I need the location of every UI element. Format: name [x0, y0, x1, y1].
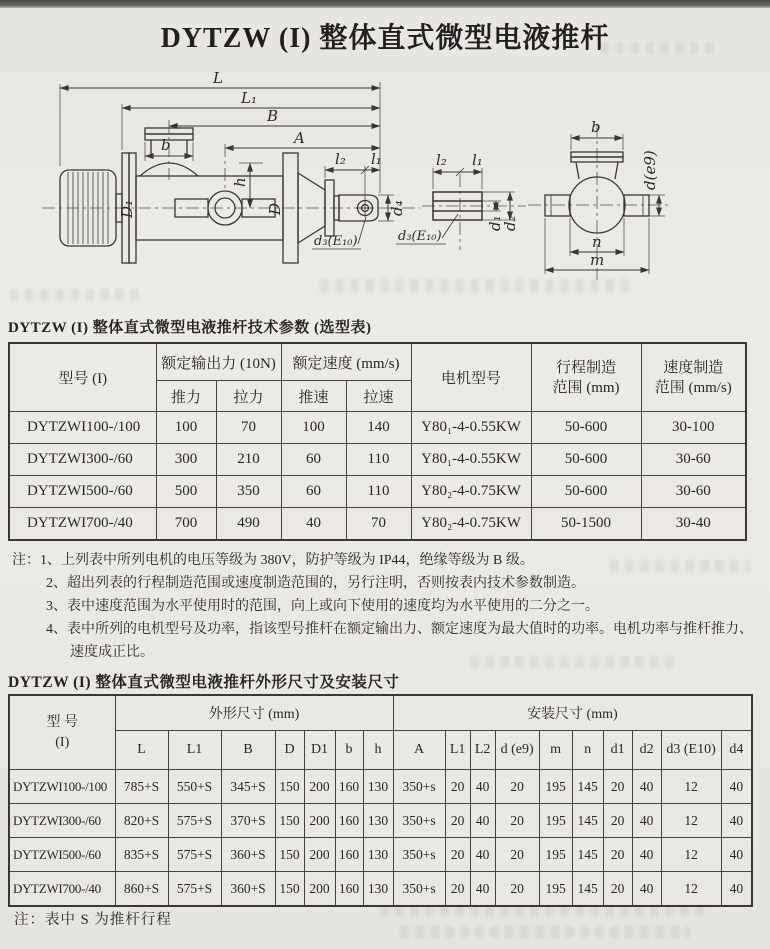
col-header-b: b — [335, 731, 363, 770]
model-cell: DYTZWI300-/60 — [9, 444, 156, 476]
header-row-1 — [9, 343, 746, 381]
value-cell: 150 — [275, 872, 304, 907]
dim-label-l2-main: l₂ — [335, 150, 346, 168]
dim-label-L1: L₁ — [241, 89, 257, 107]
value-cell: 20 — [603, 872, 632, 907]
col-header-L: L — [115, 731, 168, 770]
value-cell: 50-600 — [531, 444, 641, 476]
table-row — [9, 476, 746, 508]
dim-label-D: D — [266, 202, 284, 215]
model-cell: DYTZWI700-/40 — [9, 872, 115, 907]
value-cell: 40 — [281, 508, 346, 541]
col-header-d3-E10: d3 (E10) — [661, 731, 721, 770]
value-cell: 145 — [572, 804, 603, 838]
model-header-line1: 型 号 — [46, 714, 78, 730]
value-cell: 130 — [363, 838, 393, 872]
value-cell: 40 — [470, 838, 495, 872]
value-cell: 345+S — [221, 770, 275, 804]
dim-label-l2-fork: l₂ — [436, 151, 447, 169]
col-header-speed-group: 额定速度 (mm/s) — [281, 343, 411, 381]
bleedthrough-smudge — [400, 926, 690, 938]
col-header-motor: 电机型号 — [411, 343, 531, 412]
value-cell: 160 — [335, 770, 363, 804]
col-header-n: n — [572, 731, 603, 770]
dim-label-d4: d₄ — [388, 200, 406, 216]
dimensions-table-body — [9, 770, 752, 907]
scan-edge — [0, 0, 770, 8]
value-cell: 550+S — [168, 770, 221, 804]
value-cell: 100 — [281, 412, 346, 444]
stroke-note: 注：表中 S 为推杆行程 — [14, 912, 172, 928]
stroke-range-line1: 行程制造 — [556, 359, 617, 376]
dim-label-d3-main: d₃(E₁₀) — [314, 234, 358, 249]
value-cell: 40 — [632, 872, 661, 907]
table-row — [9, 770, 752, 804]
col-group-install: 安装尺寸 (mm) — [393, 695, 752, 731]
value-cell: 40 — [632, 804, 661, 838]
value-cell: Y80₂-4-0.75KW — [411, 508, 531, 541]
value-cell: 200 — [304, 770, 335, 804]
value-cell: 195 — [539, 770, 572, 804]
value-cell: 575+S — [168, 804, 221, 838]
model-cell: DYTZWI100-/100 — [9, 770, 115, 804]
value-cell: 820+S — [115, 804, 168, 838]
dim-label-h: h — [231, 177, 249, 187]
value-cell: 60 — [281, 476, 346, 508]
rod-end — [339, 195, 378, 221]
value-cell: 50-600 — [531, 476, 641, 508]
value-cell: 40 — [632, 770, 661, 804]
value-cell: 350 — [216, 476, 281, 508]
value-cell: 150 — [275, 804, 304, 838]
col-header-B: B — [221, 731, 275, 770]
model-header-line2: (I) — [55, 734, 70, 750]
value-cell: 20 — [603, 804, 632, 838]
value-cell: 20 — [603, 838, 632, 872]
value-cell: 110 — [346, 444, 411, 476]
page-title: DYTZW (I) 整体直式微型电液推杆 — [160, 23, 610, 54]
dim-label-n: n — [592, 233, 602, 251]
value-cell: 350+s — [393, 838, 445, 872]
value-cell: 700 — [156, 508, 216, 541]
value-cell: 350+s — [393, 804, 445, 838]
value-cell: 20 — [495, 872, 539, 907]
value-cell: 350+s — [393, 872, 445, 907]
dim-label-de9: d(e9) — [641, 150, 659, 190]
value-cell: 20 — [445, 872, 470, 907]
dimensions-table — [8, 694, 753, 907]
value-cell: 490 — [216, 508, 281, 541]
fork-detail-view — [396, 151, 526, 250]
notes-block — [12, 549, 762, 664]
col-header-model — [9, 695, 115, 770]
col-header-h: h — [363, 731, 393, 770]
col-header-L1-install: L1 — [445, 731, 470, 770]
value-cell: 835+S — [115, 838, 168, 872]
value-cell: 200 — [304, 838, 335, 872]
value-cell: 30-60 — [641, 444, 746, 476]
dim-label-d3-fork: d₃(E₁₀) — [398, 229, 442, 244]
value-cell: 150 — [275, 770, 304, 804]
value-cell: 40 — [632, 838, 661, 872]
col-header-A: A — [393, 731, 445, 770]
main-side-view — [42, 69, 420, 263]
value-cell: 130 — [363, 872, 393, 907]
note-line: 3、表中速度范围为水平使用时的范围，向上或向下使用的速度均为水平使用的二分之一。 — [46, 599, 599, 614]
header-row-1 — [9, 695, 752, 731]
value-cell: Y80₁-4-0.55KW — [411, 444, 531, 476]
col-group-outline: 外形尺寸 (mm) — [115, 695, 393, 731]
value-cell: 360+S — [221, 838, 275, 872]
col-header-d1: d1 — [603, 731, 632, 770]
specs-table-body — [9, 412, 746, 541]
value-cell: 195 — [539, 872, 572, 907]
value-cell: Y80₂-4-0.75KW — [411, 476, 531, 508]
value-cell: 200 — [304, 804, 335, 838]
value-cell: 20 — [495, 770, 539, 804]
dim-label-m: m — [590, 251, 605, 269]
value-cell: 20 — [445, 770, 470, 804]
value-cell: 500 — [156, 476, 216, 508]
value-cell: Y80₁-4-0.55KW — [411, 412, 531, 444]
value-cell: 360+S — [221, 872, 275, 907]
model-cell: DYTZWI300-/60 — [9, 804, 115, 838]
col-header-push-force: 推力 — [156, 381, 216, 412]
value-cell: 195 — [539, 804, 572, 838]
col-header-D1: D1 — [304, 731, 335, 770]
col-header-push-speed: 推速 — [281, 381, 346, 412]
value-cell: 70 — [346, 508, 411, 541]
col-header-d4: d4 — [721, 731, 752, 770]
model-cell: DYTZWI500-/60 — [9, 838, 115, 872]
header-row-2 — [9, 731, 752, 770]
value-cell: 160 — [335, 838, 363, 872]
value-cell: 140 — [346, 412, 411, 444]
dim-label-b-main: b — [161, 136, 171, 154]
stroke-range-line2: 范围 (mm) — [552, 379, 620, 396]
col-header-D: D — [275, 731, 304, 770]
value-cell: 370+S — [221, 804, 275, 838]
value-cell: 575+S — [168, 838, 221, 872]
col-header-model: 型号 (I) — [9, 343, 156, 412]
value-cell: 210 — [216, 444, 281, 476]
value-cell: 145 — [572, 872, 603, 907]
value-cell: 20 — [495, 838, 539, 872]
note-line: 速度成正比。 — [70, 645, 154, 660]
dim-label-b-end: b — [591, 118, 601, 136]
value-cell: 860+S — [115, 872, 168, 907]
note-line: 2、超出列表的行程制造范围或速度制造范围的，另行注明，否则按表内技术参数制造。 — [46, 576, 585, 591]
value-cell: 40 — [721, 838, 752, 872]
technical-drawing — [20, 68, 760, 308]
value-cell: 40 — [470, 872, 495, 907]
value-cell: 100 — [156, 412, 216, 444]
table-row — [9, 444, 746, 476]
table-row — [9, 872, 752, 907]
value-cell: 20 — [495, 804, 539, 838]
value-cell: 160 — [335, 804, 363, 838]
col-header-force-group: 额定输出力 (10N) — [156, 343, 281, 381]
value-cell: 12 — [661, 770, 721, 804]
value-cell: 130 — [363, 804, 393, 838]
model-cell: DYTZWI100-/100 — [9, 412, 156, 444]
value-cell: 40 — [470, 770, 495, 804]
dim-label-l1-main: l₁ — [371, 150, 382, 168]
dim-label-d2: d₂ — [501, 215, 519, 231]
table-row — [9, 804, 752, 838]
value-cell: 200 — [304, 872, 335, 907]
value-cell: 20 — [445, 804, 470, 838]
rear-end-view — [528, 118, 668, 280]
speed-range-line2: 范围 (mm/s) — [654, 379, 732, 396]
col-header-L2: L2 — [470, 731, 495, 770]
value-cell: 12 — [661, 804, 721, 838]
value-cell: 130 — [363, 770, 393, 804]
value-cell: 350+s — [393, 770, 445, 804]
col-header-d2: d2 — [632, 731, 661, 770]
value-cell: 70 — [216, 412, 281, 444]
value-cell: 575+S — [168, 872, 221, 907]
table-row — [9, 508, 746, 541]
col-header-pull-force: 拉力 — [216, 381, 281, 412]
dim-label-A: A — [294, 129, 305, 147]
value-cell: 50-600 — [531, 412, 641, 444]
model-cell: DYTZWI700-/40 — [9, 508, 156, 541]
col-header-d-e9: d (e9) — [495, 731, 539, 770]
table-row — [9, 412, 746, 444]
value-cell: 195 — [539, 838, 572, 872]
value-cell: 12 — [661, 838, 721, 872]
value-cell: 300 — [156, 444, 216, 476]
value-cell: 30-40 — [641, 508, 746, 541]
value-cell: 145 — [572, 838, 603, 872]
dim-label-L: L — [213, 69, 223, 87]
col-header-pull-speed: 拉速 — [346, 381, 411, 412]
value-cell: 12 — [661, 872, 721, 907]
value-cell: 30-60 — [641, 476, 746, 508]
specs-table-caption: DYTZW (I) 整体直式微型电液推杆技术参数 (选型表) — [8, 320, 372, 336]
col-header-L1: L1 — [168, 731, 221, 770]
model-cell: DYTZWI500-/60 — [9, 476, 156, 508]
dim-label-B: B — [267, 107, 279, 125]
note-line: 4、表中所列的电机型号及功率，指该型号推杆在额定输出力、额定速度为最大值时的功率。电机功率与推杆推力、 — [46, 622, 753, 637]
note-line: 注：1、上列表中所列电机的电压等级为 380V，防护等级为 IP44，绝缘等级为 B 级。 — [12, 553, 534, 568]
col-header-m: m — [539, 731, 572, 770]
value-cell: 40 — [721, 804, 752, 838]
dim-label-d1: d₁ — [486, 215, 504, 231]
col-header-speed-range — [641, 343, 746, 412]
speed-range-line1: 速度制造 — [663, 359, 724, 376]
value-cell: 40 — [721, 872, 752, 907]
value-cell: 150 — [275, 838, 304, 872]
dim-label-l1-fork: l₁ — [472, 151, 483, 169]
value-cell: 50-1500 — [531, 508, 641, 541]
value-cell: 20 — [603, 770, 632, 804]
value-cell: 40 — [470, 804, 495, 838]
value-cell: 160 — [335, 872, 363, 907]
value-cell: 110 — [346, 476, 411, 508]
specs-table — [8, 342, 747, 541]
value-cell: 60 — [281, 444, 346, 476]
value-cell: 145 — [572, 770, 603, 804]
dimensions-table-caption: DYTZW (I) 整体直式微型电液推杆外形尺寸及安装尺寸 — [8, 674, 400, 691]
value-cell: 785+S — [115, 770, 168, 804]
table-row — [9, 838, 752, 872]
value-cell: 30-100 — [641, 412, 746, 444]
value-cell: 40 — [721, 770, 752, 804]
value-cell: 20 — [445, 838, 470, 872]
dim-label-D1: D₁ — [118, 199, 136, 218]
col-header-stroke-range — [531, 343, 641, 412]
